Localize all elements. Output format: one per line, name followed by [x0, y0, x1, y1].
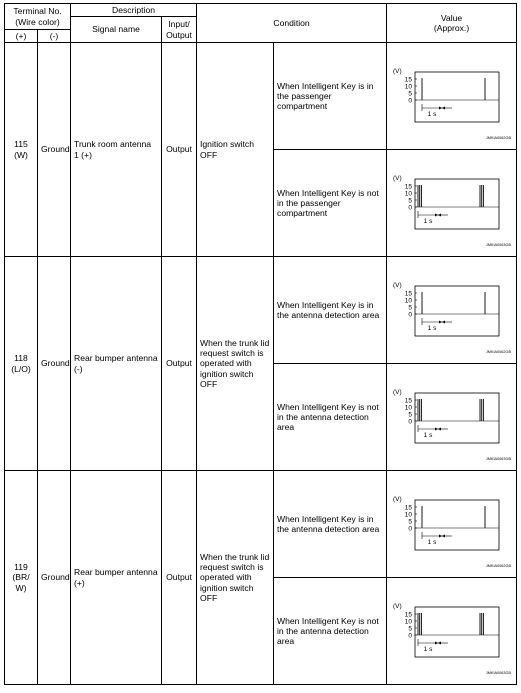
waveform-tick-label: 5 — [407, 90, 412, 98]
header-condition: Condition — [197, 4, 387, 43]
sub-condition-cell: When Intelligent Key is in the antenna detection area — [274, 257, 387, 364]
terminal-cell: 118 (L/O) — [5, 257, 38, 471]
waveform-chart — [391, 50, 513, 142]
arrowhead-icon — [435, 214, 438, 217]
waveform-tick-label: 10 — [404, 618, 412, 626]
waveform-unit-label: (V) — [392, 175, 402, 182]
waveform-tick-label: 0 — [407, 311, 412, 319]
arrowhead-icon — [439, 107, 442, 110]
waveform-chart — [391, 585, 513, 677]
arrowhead-icon — [442, 107, 445, 110]
sub-condition-cell: When Intelligent Key is not in the passenger compartment — [274, 150, 387, 257]
ground-cell: Ground — [38, 471, 71, 685]
arrowhead-icon — [438, 428, 441, 431]
condition-cell: When the trunk lid request switch is operated with ignition switch OFF — [197, 471, 274, 685]
figure-caption: JMKIA0062GB — [485, 350, 511, 354]
header-terminal — [5, 4, 71, 30]
waveform-tick-label: 15 — [404, 611, 412, 619]
ground-cell: Ground — [38, 257, 71, 471]
waveform-unit-label: (V) — [392, 282, 402, 289]
arrowhead-icon — [435, 428, 438, 431]
arrowhead-icon — [439, 535, 442, 538]
signal-cell: Rear bumper antenna (-) — [71, 257, 162, 471]
header-input-output: Input/ Output — [162, 17, 197, 43]
waveform-tick-label: 10 — [404, 190, 412, 198]
waveform-tick-label: 0 — [407, 632, 412, 640]
waveform-tick-label: 0 — [407, 418, 412, 426]
waveform-tick-label: 15 — [404, 183, 412, 191]
figure-caption: JMKIA0063GB — [485, 243, 511, 247]
waveform-tick-label: 5 — [407, 518, 412, 526]
sub-condition-cell: When Intelligent Key is in the passenger compartment — [274, 43, 387, 150]
condition-cell: When the trunk lid request switch is operated with ignition switch OFF — [197, 257, 274, 471]
sub-condition-cell: When Intelligent Key is not in the antenna detection area — [274, 578, 387, 685]
header-approx-label: (Approx.) — [433, 23, 470, 33]
waveform-chart — [391, 371, 513, 463]
waveform-tick-label: 0 — [407, 97, 412, 105]
header-terminal-label: Terminal No. — [13, 6, 62, 17]
waveform-tick-label: 10 — [404, 511, 412, 519]
ground-cell: Ground — [38, 43, 71, 257]
waveform-tick-label: 0 — [407, 204, 412, 212]
arrowhead-icon — [438, 642, 441, 645]
waveform-tick-label: 15 — [404, 76, 412, 84]
waveform-tick-label: 15 — [404, 290, 412, 298]
waveform-chart — [391, 157, 513, 249]
waveform-unit-label: (V) — [392, 68, 402, 75]
waveform-tick-label: 10 — [404, 404, 412, 412]
condition-cell: Ignition switch OFF — [197, 43, 274, 257]
waveform-unit-label: (V) — [392, 603, 402, 610]
figure-caption: JMKIA0063GB — [485, 671, 511, 675]
waveform-unit-label: (V) — [392, 389, 402, 396]
waveform-tick-label: 15 — [404, 397, 412, 405]
header-wire-color-label: (Wire color) — [15, 16, 60, 27]
header-value — [387, 4, 517, 43]
header-signal-name: Signal name — [71, 17, 162, 43]
waveform-tick-label: 5 — [407, 304, 412, 312]
interval-label: 1 s — [423, 432, 432, 439]
sub-condition-cell: When Intelligent Key is not in the antenna detection area — [274, 364, 387, 471]
figure-caption: JMKIA0062GB — [485, 564, 511, 568]
header-minus: (-) — [38, 30, 71, 43]
waveform-cell — [387, 257, 517, 364]
waveform-cell — [387, 150, 517, 257]
waveform-chart — [391, 264, 513, 356]
waveform-tick-label: 15 — [404, 504, 412, 512]
waveform-tick-label: 5 — [407, 411, 412, 419]
header-value-label: Value — [440, 12, 463, 23]
interval-label: 1 s — [427, 325, 436, 332]
waveform-unit-label: (V) — [392, 496, 402, 503]
waveform-tick-label: 5 — [407, 197, 412, 205]
waveform-cell — [387, 364, 517, 471]
waveform-tick-label: 5 — [407, 625, 412, 633]
arrowhead-icon — [439, 321, 442, 324]
io-cell: Output — [162, 257, 197, 471]
arrowhead-icon — [435, 642, 438, 645]
spec-table — [4, 3, 517, 685]
waveform-chart — [391, 478, 513, 570]
header-description: Description — [71, 4, 197, 17]
sub-condition-cell: When Intelligent Key is in the antenna detection area — [274, 471, 387, 578]
waveform-cell — [387, 578, 517, 685]
interval-label: 1 s — [423, 218, 432, 225]
arrowhead-icon — [438, 214, 441, 217]
waveform-cell — [387, 43, 517, 150]
arrowhead-icon — [442, 321, 445, 324]
figure-caption: JMKIA0062GB — [485, 136, 511, 140]
interval-label: 1 s — [427, 539, 436, 546]
terminal-cell: 115 (W) — [5, 43, 38, 257]
figure-caption: JMKIA0063GB — [485, 457, 511, 461]
signal-cell: Trunk room antenna 1 (+) — [71, 43, 162, 257]
waveform-cell — [387, 471, 517, 578]
waveform-tick-label: 10 — [404, 83, 412, 91]
io-cell: Output — [162, 43, 197, 257]
interval-label: 1 s — [423, 646, 432, 653]
terminal-cell: 119 (BR/ W) — [5, 471, 38, 685]
interval-label: 1 s — [427, 111, 436, 118]
signal-cell: Rear bumper antenna (+) — [71, 471, 162, 685]
waveform-tick-label: 0 — [407, 525, 412, 533]
io-cell: Output — [162, 471, 197, 685]
waveform-tick-label: 10 — [404, 297, 412, 305]
arrowhead-icon — [442, 535, 445, 538]
header-plus: (+) — [5, 30, 38, 43]
